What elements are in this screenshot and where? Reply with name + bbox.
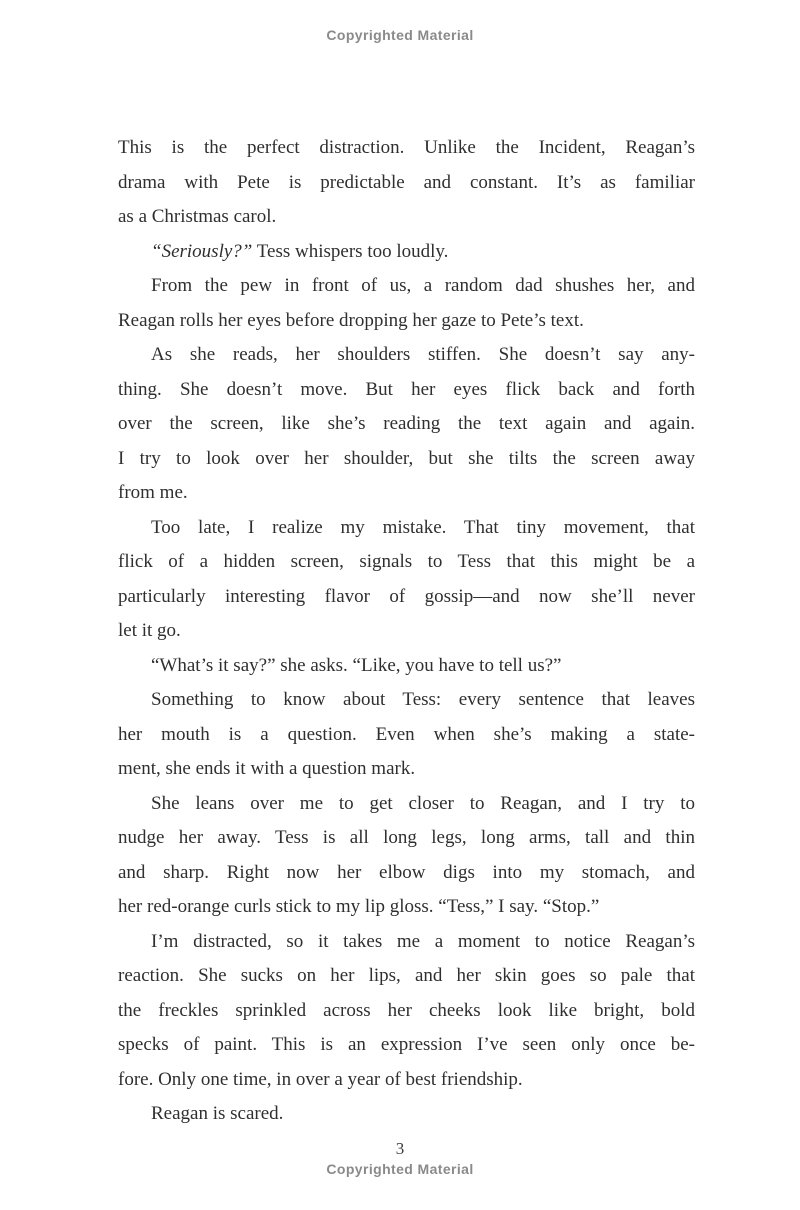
text-segment: Tess whispers too loudly. [252, 240, 449, 262]
text-line [118, 821, 695, 856]
text-segment: flick of a hidden screen, signals to Tess that this might be a [118, 551, 695, 572]
text-line [118, 407, 695, 442]
italic-text-segment: “Seriously?” [151, 240, 253, 262]
copyright-notice-top: Copyrighted Material [326, 27, 474, 43]
text-segment: over the screen, like she’s reading the text again and again. [118, 413, 695, 434]
text-segment: drama with Pete is predictable and constant. It’s as familiar [118, 171, 695, 193]
text-segment: As she reads, her shoulders stiffen. She doesn’t say any- [151, 344, 695, 365]
text-segment: the freckles sprinkled across her cheeks look like bright, bold [118, 999, 695, 1021]
page-body-text [118, 131, 695, 1132]
text-segment: Reagan rolls her eyes before dropping her gaze to Pete’s text. [118, 309, 584, 331]
text-segment: her red-orange curls stick to my lip gloss. “Tess,” I say. “Stop.” [118, 896, 600, 917]
text-segment: nudge her away. Tess is all long legs, long arms, tall and thin [118, 827, 695, 848]
text-segment: I try to look over her shoulder, but she tilts the screen away [118, 447, 695, 469]
text-line [118, 476, 695, 511]
text-segment: specks of paint. This is an expression I’ve seen only once be- [118, 1034, 695, 1055]
text-segment: let it go. [118, 620, 181, 641]
text-line [118, 1028, 695, 1063]
text-line [118, 683, 695, 718]
text-line [118, 925, 695, 960]
text-line [118, 166, 695, 201]
text-line [118, 614, 695, 649]
text-line [118, 890, 695, 925]
text-segment: from me. [118, 482, 188, 503]
text-line [118, 580, 695, 615]
text-segment: “What’s it say?” she asks. “Like, you have to tell us?” [151, 654, 562, 676]
text-line [118, 545, 695, 580]
text-line [118, 1097, 695, 1132]
text-line [118, 718, 695, 753]
text-line [118, 649, 695, 684]
text-segment: She leans over me to get closer to Reagan, and I try to [151, 792, 695, 814]
text-segment: Too late, I realize my mistake. That tiny movement, that [151, 516, 695, 538]
text-line [118, 752, 695, 787]
text-line [118, 1063, 695, 1098]
text-segment: and sharp. Right now her elbow digs into my stomach, and [118, 861, 695, 883]
text-segment: ment, she ends it with a question mark. [118, 758, 416, 779]
text-segment: her mouth is a question. Even when she’s making a state- [118, 723, 695, 745]
text-line [118, 200, 695, 235]
text-segment: Something to know about Tess: every sentence that leaves [151, 689, 695, 710]
page-number: 3 [395, 1139, 405, 1158]
text-line [118, 269, 695, 304]
text-segment: thing. She doesn’t move. But her eyes flick back and forth [118, 378, 695, 400]
text-line [118, 338, 695, 373]
text-line [118, 959, 695, 994]
text-segment: This is the perfect distraction. Unlike the Incident, Reagan’s [118, 137, 695, 158]
text-segment: particularly interesting flavor of gossip—and now she’ll never [118, 585, 695, 607]
text-line [118, 994, 695, 1029]
text-line [118, 235, 695, 270]
text-line [118, 304, 695, 339]
text-segment: From the pew in front of us, a random dad shushes her, and [151, 275, 695, 296]
text-line [118, 787, 695, 822]
text-line [118, 442, 695, 477]
text-segment: Reagan is scared. [151, 1103, 284, 1124]
text-segment: as a Christmas carol. [118, 206, 277, 227]
text-line [118, 131, 695, 166]
copyright-notice-bottom: Copyrighted Material [326, 1161, 474, 1177]
text-line [118, 373, 695, 408]
text-segment: fore. Only one time, in over a year of best friendship. [118, 1068, 523, 1090]
text-segment: reaction. She sucks on her lips, and her skin goes so pale that [118, 965, 695, 986]
text-line [118, 511, 695, 546]
text-line [118, 856, 695, 891]
text-segment: I’m distracted, so it takes me a moment to notice Reagan’s [151, 930, 695, 952]
